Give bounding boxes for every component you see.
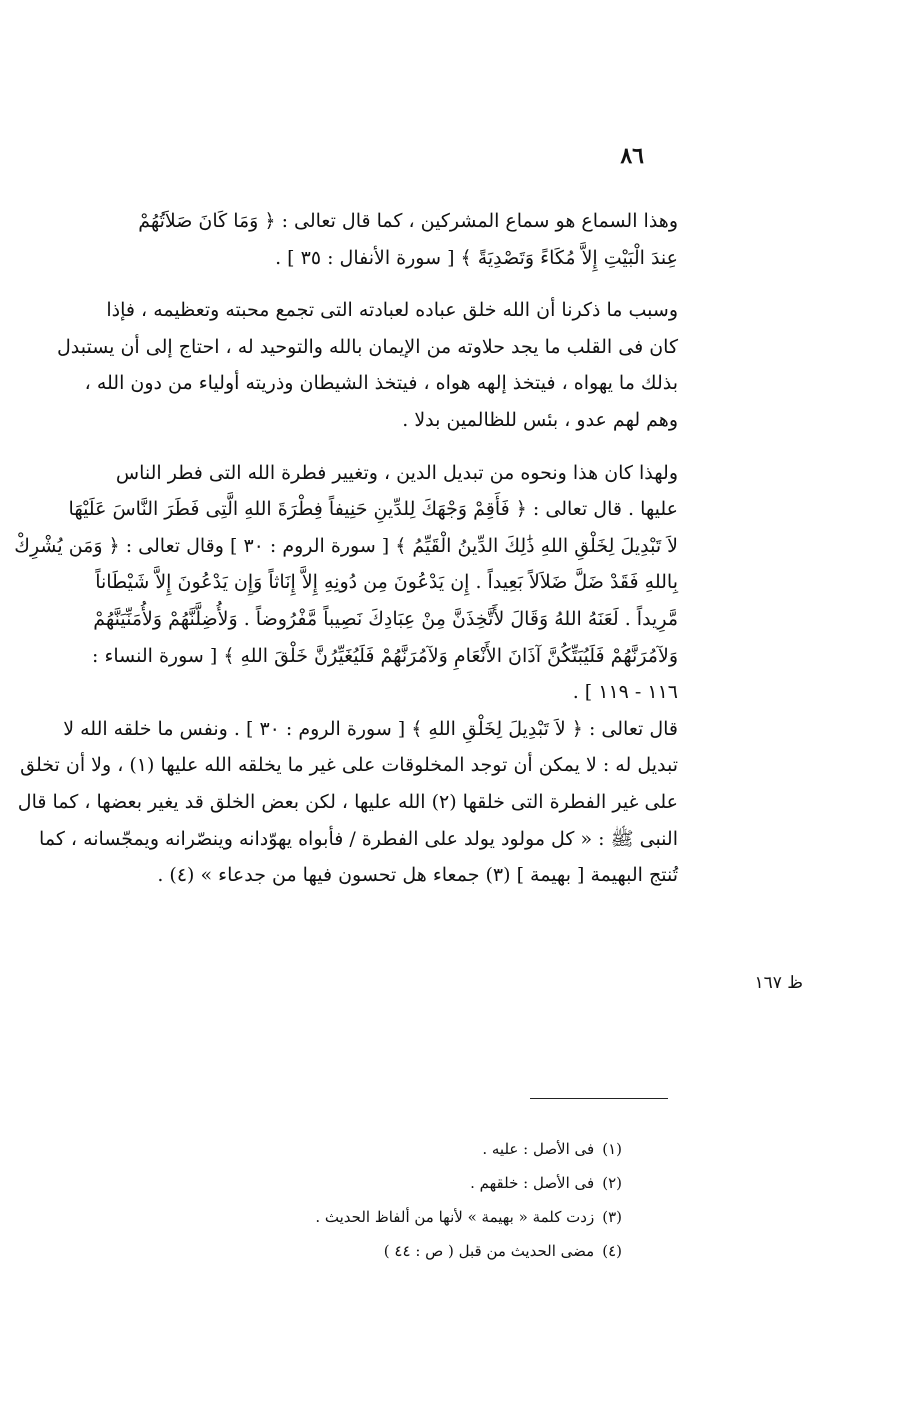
text-line: على غير الفطرة التى خلقها (٢) الله عليها ، لكن بعض الخلق قد يغير بعضها ، كما قال xyxy=(17,790,678,813)
text-line: ١١٦ - ١١٩ ] . xyxy=(572,681,678,704)
text-line: بِاللهِ فَقَدْ ضَلَّ ضَلاَلاً بَعِيداً . إِن يَدْعُونَ مِن دُونِهِ إِلاَّ إِنَاثاً وَإِن يَدْعُونَ إِلاَّ شَيْطَاناً xyxy=(95,571,678,594)
paragraph-1 xyxy=(138,203,678,276)
text-line: عليها . قال تعالى : ﴿ فَأَقِمْ وَجْهَكَ لِلدِّينِ حَنِيفاً فِطْرَةَ اللهِ الَّتِى فَطَرَ النَّاسَ عَلَيْهَا xyxy=(68,498,678,521)
text-line: ولهذا كان هذا ونحوه من تبديل الدين ، وتغيير فطرة الله التى فطر الناس xyxy=(115,461,678,484)
text-line: وهذا السماع هو سماع المشركين ، كما قال تعالى : ﴿ وَمَا كَانَ صَلاَتُهُمْ xyxy=(138,210,678,232)
footnote-number: (٢) xyxy=(602,1174,622,1192)
page-number: ٨٦ xyxy=(620,143,644,169)
text-line: بذلك ما يهواه ، فيتخذ إلهه هواه ، فيتخذ الشيطان وذريته أولياء من دون الله ، xyxy=(84,372,678,395)
text-line: تبديل له : لا يمكن أن توجد المخلوقات على غير ما يخلقه الله عليها (١) ، ولا أن تخلق xyxy=(20,754,678,777)
footnote-number: (١) xyxy=(602,1140,622,1158)
text-line: النبى ﷺ : « كل مولود يولد على الفطرة / فأبواه يهوّدانه وينصّرانه ويمجّسانه ، كما xyxy=(39,827,678,850)
text-line: وَلآمُرَنَّهُمْ فَلَيُبَتِّكُنَّ آذَانَ الأَنْعَامِ وَلآمُرَنَّهُمْ فَلَيُغَيِّرُنَّ خَلْقَ اللهِ ﴾ [ سورة النساء : xyxy=(92,644,678,667)
footnote-text: مضى الحديث من قبل ( ص : ٤٤ ) xyxy=(383,1242,595,1260)
footnote-text: فى الأصل : عليه . xyxy=(482,1140,595,1158)
text-line: وسبب ما ذكرنا أن الله خلق عباده لعبادته التى تجمع محبته وتعظيمه ، فإذا xyxy=(106,299,678,322)
footnote-number: (٤) xyxy=(602,1242,622,1260)
text-line: قال تعالى : ﴿ لاَ تَبْدِيلَ لِخَلْقِ اللهِ ﴾ [ سورة الروم : ٣٠ ] . ونفس ما خلقه الله لا xyxy=(63,717,678,740)
text-line: عِندَ الْبَيْتِ إِلاَّ مُكَاءً وَتَصْدِيَةً ﴾ [ سورة الأنفال : ٣٥ ] . xyxy=(275,246,678,269)
paragraph-4 xyxy=(17,711,678,894)
margin-note: ظ ١٦٧ xyxy=(754,973,803,993)
footnote xyxy=(220,1132,622,1166)
paragraph-2 xyxy=(56,292,678,438)
main-text xyxy=(14,203,678,894)
footnote-text: فى الأصل : خلقهم . xyxy=(470,1174,595,1192)
footnote-text: زدت كلمة « بهيمة » لأنها من ألفاظ الحديث . xyxy=(315,1208,595,1226)
footnote xyxy=(220,1234,622,1268)
text-line: تُنتج البهيمة [ بهيمة ] (٣) جمعاء هل تحسون فيها من جدعاء » (٤) . xyxy=(157,864,678,887)
text-line: مَّرِيداً . لَعَنَهُ اللهُ وَقَالَ لأَتَّخِذَنَّ مِنْ عِبَادِكَ نَصِيباً مَّفْرُوضاً . وَلأُضِلَّنَّهُمْ وَلأُمَنِّيَنَّهُمْ xyxy=(93,607,678,630)
footnote xyxy=(220,1200,622,1234)
footnote-divider xyxy=(530,1098,668,1099)
footnote xyxy=(220,1166,622,1200)
text-line: لاَ تَبْدِيلَ لِخَلْقِ اللهِ ذَٰلِكَ الدِّينُ الْقَيِّمُ ﴾ [ سورة الروم : ٣٠ ] وقال تعالى : ﴿ وَمَن يُشْرِكْ xyxy=(14,534,678,557)
footnote-number: (٣) xyxy=(602,1208,622,1226)
footnotes xyxy=(220,1132,622,1268)
paragraph-3 xyxy=(14,455,678,711)
text-line: وهم لهم عدو ، بئس للظالمين بدلا . xyxy=(402,408,678,431)
text-line: كان فى القلب ما يجد حلاوته من الإيمان بالله والتوحيد له ، احتاج إلى أن يستبدل xyxy=(56,335,678,358)
